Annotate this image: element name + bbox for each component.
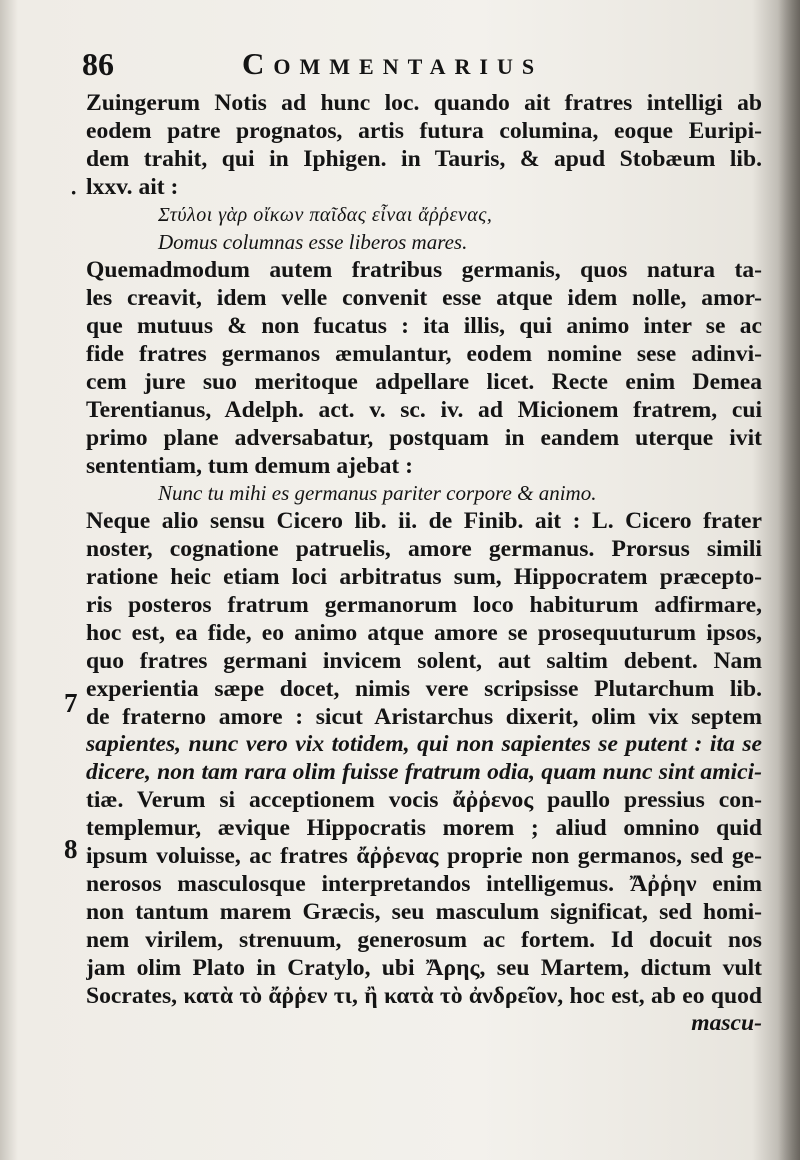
- text-line: primo plane adversabatur, postquam in eandem uterque ivit: [86, 424, 762, 451]
- page-body-text: [86, 90, 762, 1038]
- text-line: nerosos masculosque interpretandos intelligemus. Ἄῤῥην enim: [86, 870, 762, 897]
- catchword: mascu-: [691, 1010, 762, 1037]
- text-line: quo fratres germani invicem solent, aut saltim debent. Nam: [86, 647, 762, 674]
- text-line: cem jure suo meritoque adpellare licet. Recte enim Demea: [86, 368, 762, 395]
- text-line: Neque alio sensu Cicero lib. ii. de Finib. ait : L. Cicero frater: [86, 508, 762, 535]
- margin-number-7: 7: [64, 688, 78, 718]
- running-title: Commentarius: [242, 46, 544, 81]
- text-line: lxxv. ait :: [86, 173, 179, 200]
- page-spine-shadow: [778, 0, 800, 1160]
- text-line: sapientes, nunc vero vix totidem, qui non sapientes se putent : ita se: [86, 731, 762, 758]
- text-line: dem trahit, qui in Iphigen. in Tauris, & apud Stobæum lib.: [86, 145, 762, 172]
- greek-verse: Στύλοι γὰρ οἴκων παῖδας εἶναι ἄῤῥενας,: [158, 203, 493, 226]
- text-line: ratione heic etiam loci arbitratus sum, Hippocratem præcepto-: [86, 564, 762, 591]
- text-line: noster, cognatione patruelis, amore germanus. Prorsus simili: [86, 536, 762, 563]
- text-line: que mutuus & non fucatus : ita illis, qui animo inter se ac: [86, 313, 762, 340]
- text-line: tiæ. Verum si acceptionem vocis ἄῤῥενος paullo pressius con-: [86, 787, 762, 814]
- text-line: jam olim Plato in Cratylo, ubi Ἄρης, seu Martem, dictum vult: [86, 954, 762, 981]
- margin-number-8: 8: [64, 834, 78, 864]
- page-number: 86: [82, 46, 114, 82]
- text-line: experientia sæpe docet, nimis vere scripsisse Plutarchum lib.: [86, 675, 762, 702]
- text-line: de fraterno amore : sicut Aristarchus dixerit, olim vix septem: [86, 703, 762, 730]
- running-header: [82, 46, 722, 86]
- text-line: sententiam, tum demum ajebat :: [86, 452, 413, 479]
- text-line: Zuingerum Notis ad hunc loc. quando ait fratres intelligi ab: [86, 90, 762, 116]
- text-line: les creavit, idem velle convenit esse atque idem nolle, amor-: [86, 285, 762, 312]
- text-line: Terentianus, Adelph. act. v. sc. iv. ad Micionem fratrem, cui: [86, 396, 762, 423]
- latin-verse: Domus columnas esse liberos mares.: [158, 230, 468, 255]
- text-line: fide fratres germanos æmulantur, eodem nomine sese adinvi-: [86, 341, 762, 368]
- text-line: ipsum voluisse, ac fratres ἄῤῥενας proprie non germanos, sed ge-: [86, 843, 762, 870]
- text-line: dicere, non tam rara olim fuisse fratrum odia, quam nunc sint amici-: [86, 759, 762, 786]
- terence-quote: Nunc tu mihi es germanus pariter corpore & animo.: [158, 481, 597, 506]
- text-line: eodem patre prognatos, artis futura columina, eoque Euripi-: [86, 117, 762, 144]
- margin-mark: ·: [70, 180, 78, 205]
- text-line: hoc est, ea fide, eo animo atque amore se prosequuturum ipsos,: [86, 619, 762, 646]
- text-line: templemur, ævique Hippocratis morem ; aliud omnino quid: [86, 815, 762, 842]
- text-line: nem virilem, strenuum, generosum ac fortem. Id docuit nos: [86, 926, 762, 953]
- text-line: non tantum marem Græcis, seu masculum significat, sed homi-: [86, 898, 762, 925]
- text-line: ris posteros fratrum germanorum loco habiturum adfirmare,: [86, 592, 762, 619]
- text-line: Quemadmodum autem fratribus germanis, quos natura ta-: [86, 257, 762, 284]
- text-line: Socrates, κατὰ τὸ ἄῤῥεν τι, ἢ κατὰ τὸ ἀνδρεῖον, hoc est, ab eo quod: [86, 982, 762, 1009]
